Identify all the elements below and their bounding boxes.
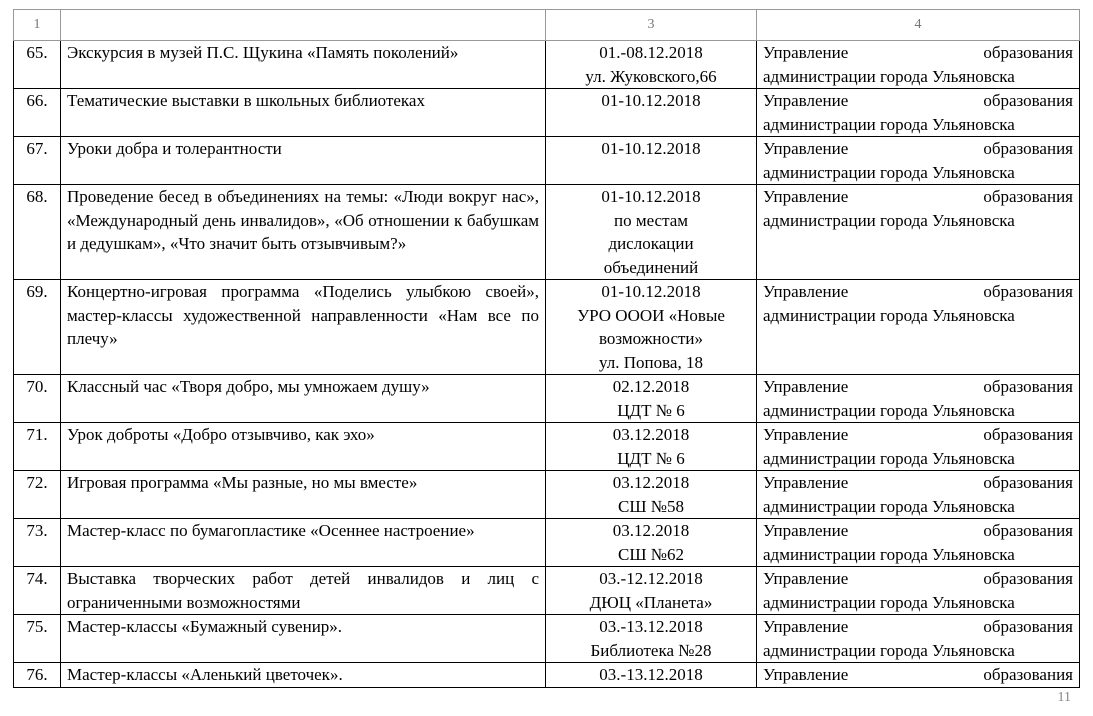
responsible-org (757, 185, 1080, 280)
row-number: 73. (14, 519, 61, 567)
event-title: Экскурсия в музей П.С. Щукина «Память поколений» (61, 41, 546, 89)
org-line (763, 471, 1073, 495)
org-word: Управление (763, 473, 849, 492)
org-word: образования (983, 425, 1073, 444)
date-line: 01-10.12.2018 (601, 282, 701, 301)
date-line: по местам (613, 210, 689, 230)
date-line: 03.12.2018 (612, 521, 690, 540)
row-number: 76. (14, 663, 61, 688)
table-row (14, 663, 1080, 688)
org-line (763, 615, 1073, 639)
row-number: 67. (14, 137, 61, 185)
date-line: 03.-12.12.2018 (599, 569, 703, 588)
table-row (14, 567, 1080, 615)
date-location (546, 471, 757, 519)
header-col-1: 1 (14, 10, 61, 41)
org-word: Управление (763, 521, 849, 540)
date-line: 01-10.12.2018 (601, 91, 701, 110)
date-line: 01-10.12.2018 (601, 139, 701, 158)
event-title: Урок доброты «Добро отзывчиво, как эхо» (61, 423, 546, 471)
org-word: Управление (763, 617, 849, 636)
date-location (546, 89, 757, 137)
org-line (763, 567, 1073, 591)
date-line: Библиотека №28 (590, 640, 712, 660)
event-title: Игровая программа «Мы разные, но мы вместе» (61, 471, 546, 519)
responsible-org (757, 89, 1080, 137)
org-word: образования (983, 665, 1073, 684)
responsible-org (757, 423, 1080, 471)
date-line: ЦДТ № 6 (617, 400, 685, 420)
org-word: Управление (763, 377, 849, 396)
date-line: 03.12.2018 (612, 425, 690, 444)
date-line: УРО ОООИ «Новые (577, 305, 725, 325)
responsible-org (757, 567, 1080, 615)
event-title: Проведение бесед в объединениях на темы: «Люди вокруг нас», «Международный день инвалидов», «Об отношении к бабушкам и дедушкам», «Что значит быть отзывчивым?» (61, 185, 546, 280)
date-location (546, 137, 757, 185)
org-word: Управление (763, 187, 849, 206)
date-line: 01-10.12.2018 (601, 187, 701, 206)
org-line: администрации города Ульяновска (763, 640, 1015, 660)
table-row (14, 615, 1080, 663)
responsible-org (757, 137, 1080, 185)
date-line: ДЮЦ «Планета» (589, 592, 713, 612)
date-line: объединений (603, 257, 699, 277)
org-line (763, 519, 1073, 543)
org-word: Управление (763, 569, 849, 588)
org-word: образования (983, 282, 1073, 301)
org-line (763, 185, 1073, 209)
org-line: администрации города Ульяновска (763, 592, 1015, 612)
date-location (546, 423, 757, 471)
event-title: Тематические выставки в школьных библиотеках (61, 89, 546, 137)
date-location (546, 280, 757, 375)
table-row (14, 375, 1080, 423)
date-line: ЦДТ № 6 (617, 448, 685, 468)
org-word: Управление (763, 139, 849, 158)
date-location (546, 615, 757, 663)
date-line: возможности» (598, 329, 704, 348)
responsible-org (757, 615, 1080, 663)
org-word: образования (983, 377, 1073, 396)
org-word: образования (983, 617, 1073, 636)
event-title: Мастер-классы «Аленький цветочек». (61, 663, 546, 688)
org-word: образования (983, 521, 1073, 540)
org-line (763, 663, 1073, 687)
date-location (546, 41, 757, 89)
date-line: СШ №58 (618, 496, 684, 516)
table-row (14, 185, 1080, 280)
org-word: Управление (763, 665, 849, 684)
date-location (546, 185, 757, 280)
org-line: администрации города Ульяновска (763, 162, 1015, 182)
events-table (13, 9, 1080, 688)
table-row (14, 280, 1080, 375)
column-number-header (14, 10, 1080, 41)
header-col-4: 4 (757, 10, 1080, 41)
org-line: администрации города Ульяновска (763, 496, 1015, 516)
page-number: 11 (1057, 690, 1071, 705)
row-number: 69. (14, 280, 61, 375)
org-word: Управление (763, 43, 849, 62)
org-word: образования (983, 91, 1073, 110)
org-word: Управление (763, 282, 849, 301)
responsible-org (757, 663, 1080, 688)
org-word: образования (983, 187, 1073, 206)
event-title: Выставка творческих работ детей инвалидов и лиц с ограниченными возможностями (61, 567, 546, 615)
org-word: Управление (763, 91, 849, 110)
date-location (546, 567, 757, 615)
table-row (14, 137, 1080, 185)
event-title: Классный час «Творя добро, мы умножаем душу» (61, 375, 546, 423)
row-number: 72. (14, 471, 61, 519)
responsible-org (757, 280, 1080, 375)
event-title: Мастер-класс по бумагопластике «Осеннее настроение» (61, 519, 546, 567)
responsible-org (757, 471, 1080, 519)
event-title: Уроки добра и толерантности (61, 137, 546, 185)
org-line (763, 375, 1073, 399)
date-line: 03.12.2018 (612, 473, 690, 492)
header-col-2 (61, 10, 546, 41)
org-word: образования (983, 569, 1073, 588)
org-line: администрации города Ульяновска (763, 448, 1015, 468)
date-location (546, 519, 757, 567)
org-line: администрации города Ульяновска (763, 210, 1015, 230)
date-line: СШ №62 (618, 544, 684, 564)
org-line (763, 41, 1073, 65)
org-word: образования (983, 473, 1073, 492)
date-location (546, 375, 757, 423)
event-title: Мастер-классы «Бумажный сувенир». (61, 615, 546, 663)
org-line (763, 89, 1073, 113)
date-line: 03.-13.12.2018 (599, 665, 703, 684)
date-line: 03.-13.12.2018 (599, 617, 703, 636)
responsible-org (757, 375, 1080, 423)
date-location (546, 663, 757, 688)
row-number: 66. (14, 89, 61, 137)
org-line: администрации города Ульяновска (763, 66, 1015, 86)
org-word: Управление (763, 425, 849, 444)
table-row (14, 41, 1080, 89)
header-col-3: 3 (546, 10, 757, 41)
org-line: администрации города Ульяновска (763, 400, 1015, 420)
org-line: администрации города Ульяновска (763, 114, 1015, 134)
responsible-org (757, 519, 1080, 567)
row-number: 74. (14, 567, 61, 615)
event-title: Концертно-игровая программа «Поделись улыбкою своей», мастер-классы художественной направленности «Нам все по плечу» (61, 280, 546, 375)
org-line: администрации города Ульяновска (763, 544, 1015, 564)
org-line (763, 280, 1073, 304)
org-word: образования (983, 139, 1073, 158)
org-word: образования (983, 43, 1073, 62)
date-line: ул. Жуковского,66 (585, 66, 717, 86)
org-line: администрации города Ульяновска (763, 305, 1015, 325)
date-line: 02.12.2018 (612, 377, 690, 396)
row-number: 65. (14, 41, 61, 89)
date-line: ул. Попова, 18 (599, 352, 703, 372)
org-line (763, 423, 1073, 447)
org-line (763, 137, 1073, 161)
row-number: 71. (14, 423, 61, 471)
row-number: 75. (14, 615, 61, 663)
table-row (14, 471, 1080, 519)
date-line: 01.-08.12.2018 (599, 43, 703, 62)
row-number: 70. (14, 375, 61, 423)
table-row (14, 519, 1080, 567)
table-row (14, 423, 1080, 471)
row-number: 68. (14, 185, 61, 280)
table-row (14, 89, 1080, 137)
responsible-org (757, 41, 1080, 89)
date-line: дислокации (608, 234, 694, 253)
